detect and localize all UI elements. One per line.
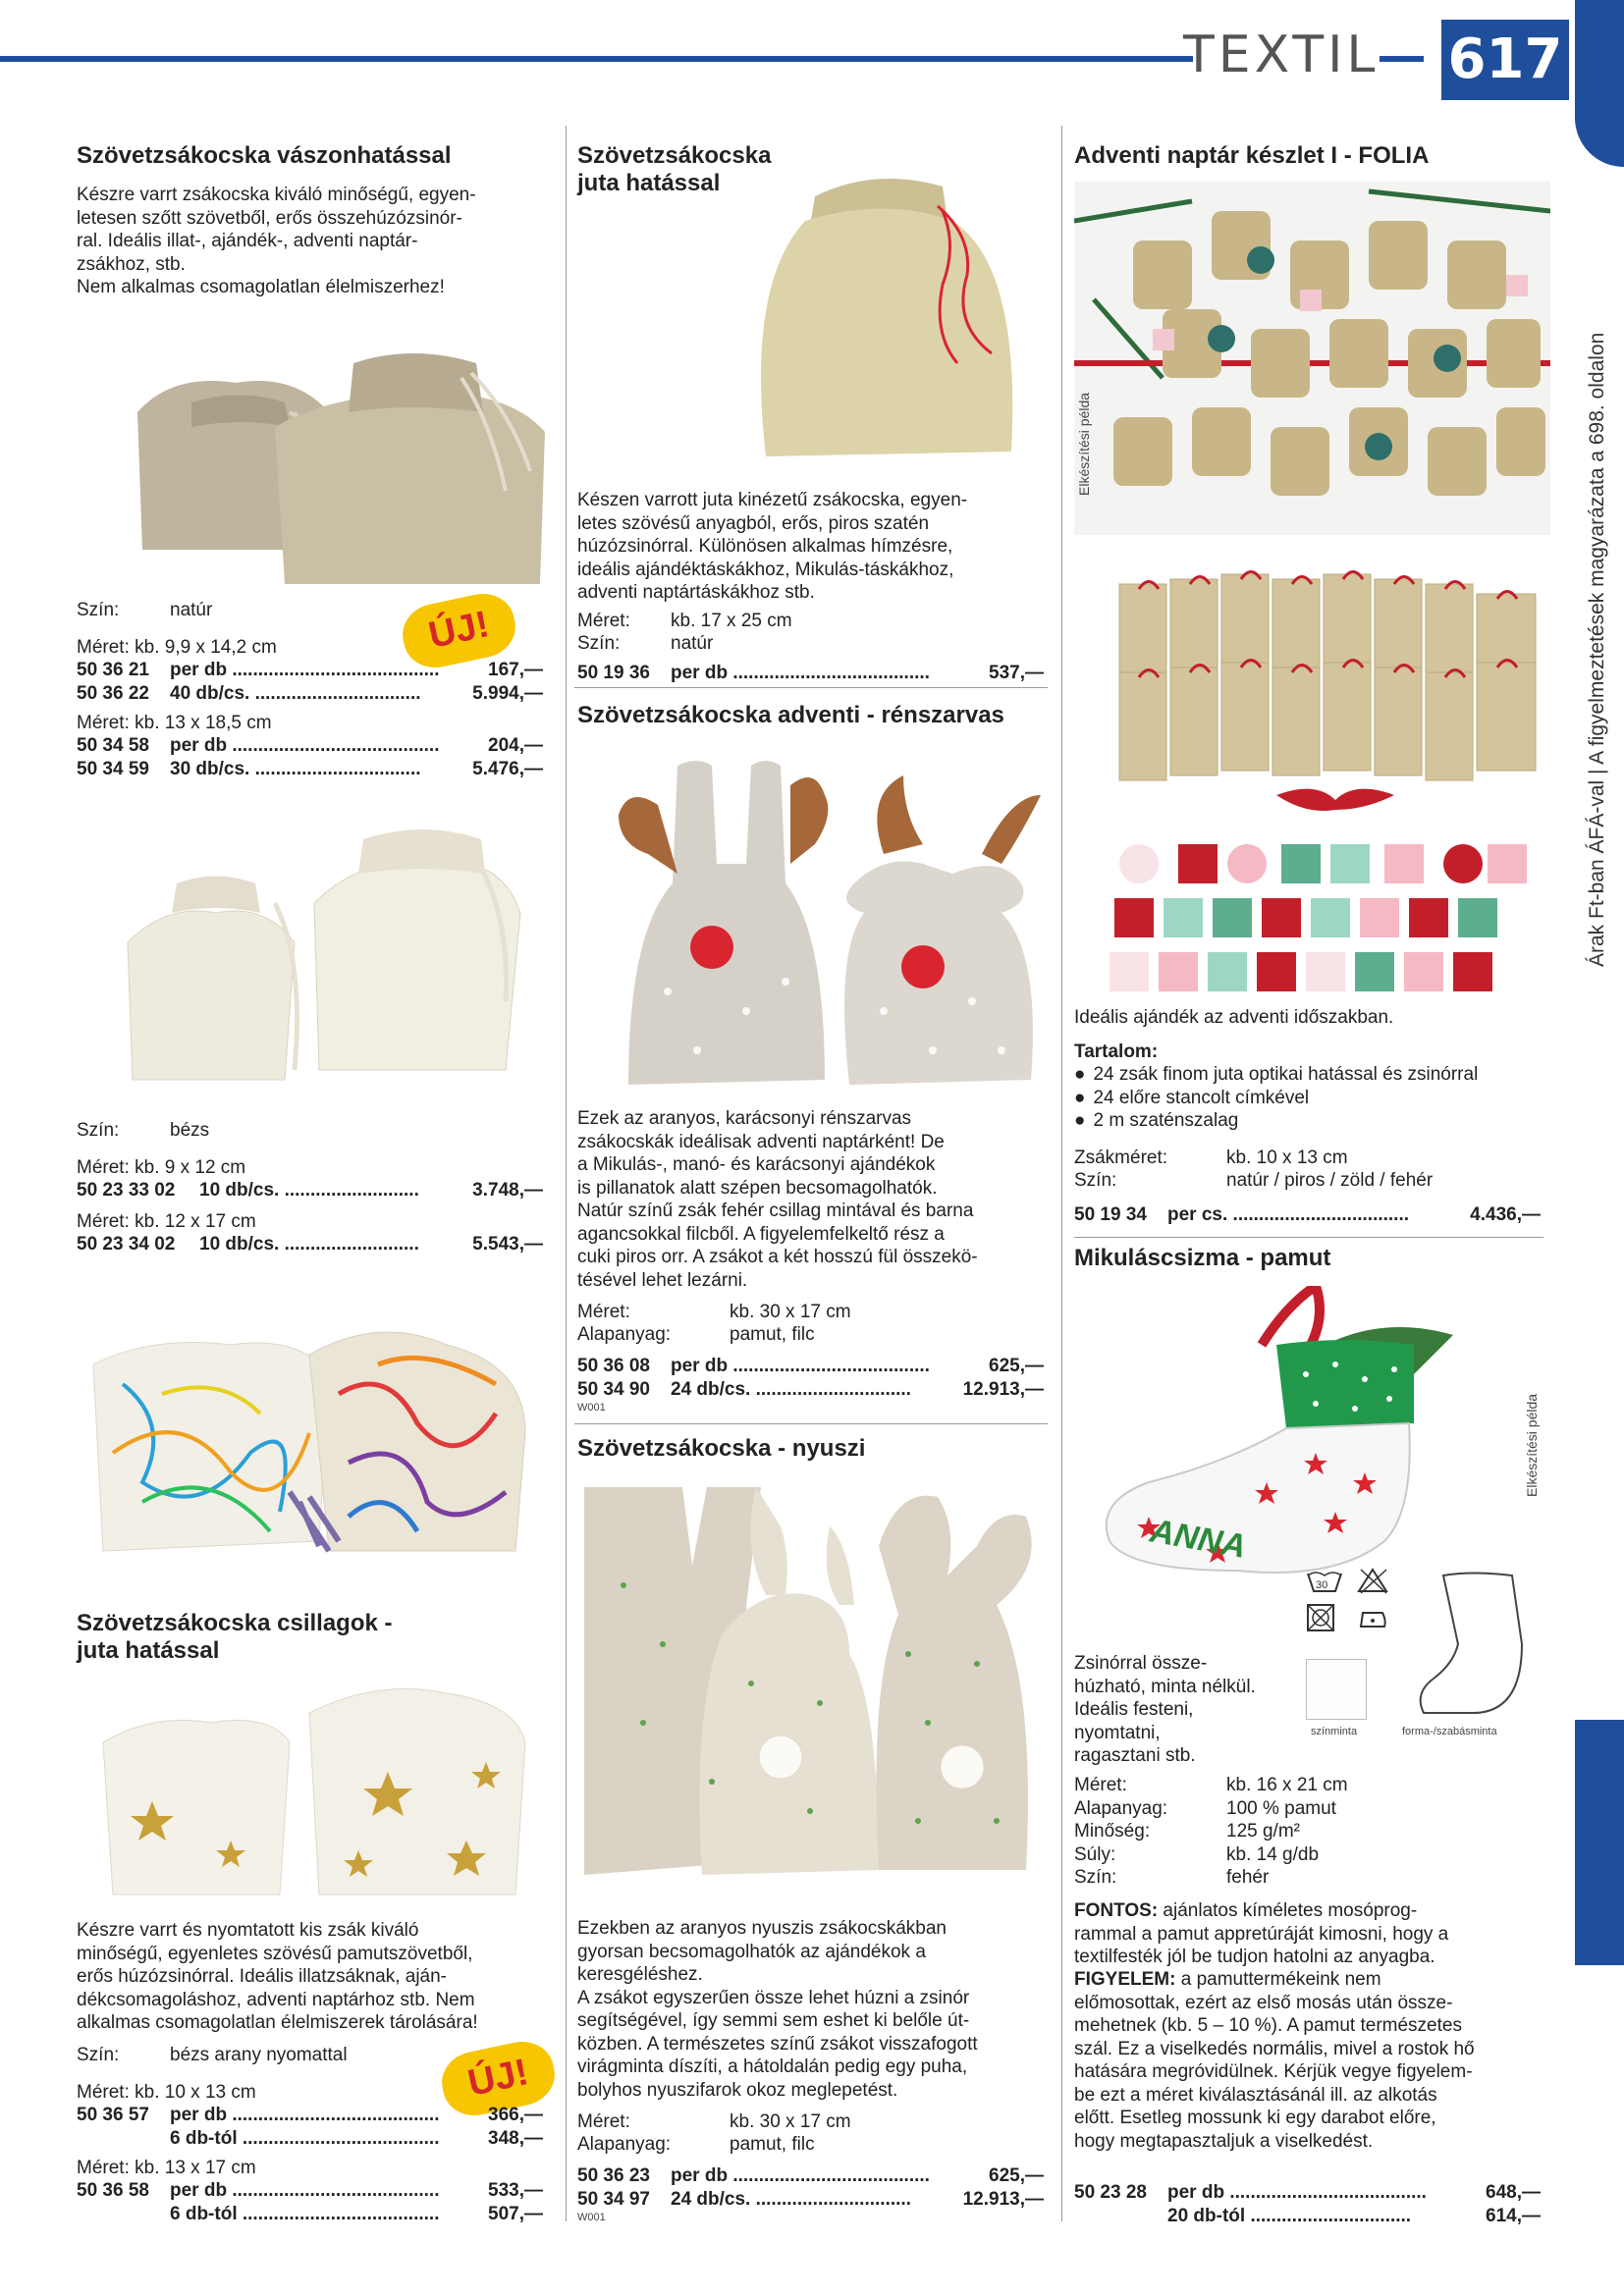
stocking-name: ANNA — [1147, 1512, 1249, 1566]
price-desc: 30 db/cs. ................................ — [170, 758, 421, 779]
spec-row — [1074, 1866, 1348, 1890]
product-code: 50 36 23 — [577, 2165, 650, 2186]
attention-label: FIGYELEM: — [1074, 1969, 1176, 1990]
color-swatch — [1306, 1659, 1367, 1720]
price-row — [77, 2179, 543, 2203]
size-line: Méret: kb. 13 x 17 cm — [77, 2158, 256, 2178]
product-code: 50 23 33 02 — [77, 1180, 176, 1201]
price-row — [77, 2127, 543, 2151]
price-block — [577, 662, 1044, 685]
price-row — [1074, 2181, 1541, 2205]
product-image-painted-bags — [83, 1306, 535, 1571]
column-divider — [566, 126, 567, 2221]
price-desc: 20 db-tól ............................... — [1167, 2205, 1412, 2226]
price: 537,— — [989, 663, 1044, 683]
price-desc: 24 db/cs. .............................. — [671, 1378, 911, 1400]
product-image-advent-bags-set — [1110, 564, 1542, 825]
product-code: 50 34 59 — [77, 758, 149, 779]
color-line — [1074, 1169, 1433, 1193]
price: 366,— — [488, 2105, 543, 2125]
price-block — [77, 1179, 543, 1202]
price-row — [77, 758, 543, 781]
side-note: Árak Ft-ban ÁFÁ-val | A figyelmeztetések magyarázata a 698. oldalon — [1586, 332, 1608, 967]
price-desc: per db ...................................... — [1167, 2182, 1427, 2203]
spec-label: Méret: — [1074, 1775, 1127, 1795]
price-desc: per db ........................................ — [170, 735, 440, 756]
spec-row — [1074, 1797, 1348, 1821]
price-block — [77, 2104, 543, 2150]
price-row — [77, 2203, 543, 2226]
price-desc: per db ........................................ — [170, 2105, 440, 2125]
price-desc: 6 db-tól ...................................... — [170, 2127, 440, 2149]
price-desc: 24 db/cs. .............................. — [671, 2188, 911, 2210]
header-rule-left — [0, 56, 1193, 62]
color-label: Szín: — [77, 1120, 120, 1141]
size-line: Méret: kb. 12 x 17 cm — [77, 1211, 256, 1232]
color-line — [77, 1119, 209, 1143]
contents-title: Tartalom: — [1074, 1041, 1159, 1062]
size-line: Méret: kb. 9,9 x 14,2 cm — [77, 637, 277, 658]
important-label: FONTOS: — [1074, 1900, 1159, 1921]
spec-label: Minőség: — [1074, 1821, 1151, 1842]
price: 3.748,— — [472, 1180, 543, 1201]
price-row — [1074, 1203, 1541, 1227]
product-image-reindeer-bags — [589, 756, 1051, 1090]
color-line — [77, 2044, 348, 2067]
price-desc: per db ........................................ — [170, 2180, 440, 2201]
price: 167,— — [488, 660, 543, 680]
color-value: natúr — [170, 600, 213, 620]
product-title: Szövetzsákocska vászonhatással — [77, 142, 452, 169]
product-description: Készen varrott juta kinézetű zsákocska, egyen- letes szövésű anyagból, erős, piros szatén húzózsinórral. Különösen alkalmas hímzésre, ideális ajándéktáskákhoz, Mikulás-táskákhoz, adventi naptártáskákhoz stb. — [577, 490, 968, 603]
product-code: 50 19 34 — [1074, 1204, 1147, 1225]
price-block — [77, 2179, 543, 2225]
product-code: 50 36 57 — [77, 2105, 149, 2125]
product-title: Szövetzsákocska - nyuszi — [577, 1435, 866, 1462]
price: 507,— — [488, 2203, 543, 2224]
bag-size-value: kb. 10 x 13 cm — [1226, 1148, 1348, 1168]
important-note — [1074, 1899, 1545, 1969]
column-divider — [1061, 126, 1062, 2221]
price-block — [77, 1233, 543, 1256]
size-line — [577, 2110, 851, 2134]
size-line: Méret: kb. 13 x 18,5 cm — [77, 713, 272, 733]
product-code — [1074, 2205, 1167, 2228]
price-desc: 10 db/cs. .......................... — [199, 1234, 419, 1255]
price: 348,— — [488, 2127, 543, 2149]
price: 12.913,— — [962, 2188, 1044, 2210]
color-value: bézs arany nyomattal — [170, 2045, 348, 2065]
spec-value: 125 g/m² — [1226, 1821, 1300, 1842]
attention-note — [1074, 1968, 1545, 2153]
price-row — [77, 682, 543, 706]
product-title: Adventi naptár készlet I - FOLIA — [1074, 142, 1430, 169]
price-row — [77, 1179, 543, 1202]
price-block — [77, 734, 543, 780]
color-label: Szín: — [77, 2045, 120, 2065]
size-label: Méret: — [577, 2111, 630, 2132]
swatch-label: színminta — [1311, 1726, 1358, 1737]
product-code: 50 36 21 — [77, 660, 149, 680]
price: 5.543,— — [472, 1234, 543, 1255]
product-description: Ideális ajándék az adventi időszakban. — [1074, 1007, 1394, 1028]
color-value: natúr — [671, 633, 714, 654]
product-code: 50 23 28 — [1074, 2182, 1147, 2203]
price-desc: per db ........................................ — [170, 660, 440, 680]
product-description: Ezekben az aranyos nyuszis zsákocskákban gyorsan becsomagolhatók az ajándékok a keresgéléshez. A zsákot egyszerűen össze lehet húzni a zsinór segítségével, így semmi sem eshet ki belőle út- közben. A természetes színű zsákot visszafogott virágminta díszíti, a hátoldalán pedig egy puha, bolyhos nyuszifarok okoz meglepetést. — [577, 1918, 978, 2101]
price-desc: 40 db/cs. ................................ — [170, 682, 421, 704]
size-label: Méret: — [577, 611, 630, 631]
price-block — [1074, 2181, 1541, 2227]
price-desc: 6 db-tól ...................................... — [170, 2203, 440, 2224]
warning-code: W001 — [577, 1402, 606, 1414]
price-desc: per cs. .................................. — [1167, 1204, 1410, 1225]
care-symbols-2 — [1355, 1566, 1394, 1634]
contents-item: ● 24 előre stancolt címkével — [1074, 1087, 1545, 1110]
bag-size-line — [1074, 1147, 1348, 1170]
spec-list — [1074, 1774, 1348, 1890]
price-desc: 10 db/cs. .......................... — [199, 1180, 419, 1201]
product-description: Készre varrt és nyomtatott kis zsák kiváló minőségű, egyenletes szövésű pamutszövetből, erős húzózsinórral. Ideális illatzsáknak, aján- dékcsomagoláshoz, adventi naptárhoz stb. Nem alkalmas csomagolatlan élelmiszerek tárolására! — [77, 1920, 478, 2033]
spec-row — [1074, 1820, 1348, 1843]
attention-text: a pamuttermékeink nem előmosottak, ezért az első mosás után össze- mehetnek (kb. 5 – 10 %). A pamut természetes szál. Ez a viselkedés normális, mivel a rostok hő hatására megróvidülnek. Kérjük vegye figyelem- be ezt a méret kiválasztásánál ill. az alkotás előtt. Esetleg mossunk ki egy darabot előre, hogy megtapasztaljuk a viselkedést. — [1074, 1969, 1475, 2152]
price: 204,— — [488, 735, 543, 756]
spec-label: Alapanyag: — [1074, 1797, 1168, 1819]
price-block — [577, 2164, 1044, 2211]
material-line — [577, 1323, 815, 1347]
color-line — [577, 632, 713, 656]
material-label: Alapanyag: — [577, 1324, 672, 1345]
price-row — [77, 2104, 543, 2127]
product-title: Szövetzsákocska csillagok - juta hatással — [77, 1610, 393, 1664]
product-code: 50 36 08 — [577, 1356, 650, 1376]
product-image-bunny-bags — [584, 1487, 1046, 1899]
product-code: 50 36 58 — [77, 2180, 149, 2201]
size-line — [577, 1301, 851, 1324]
color-value: natúr / piros / zöld / fehér — [1226, 1170, 1434, 1191]
product-title: Szövetzsákocska juta hatással — [577, 142, 772, 196]
size-value: kb. 17 x 25 cm — [671, 611, 792, 631]
price-row — [577, 2188, 1044, 2212]
price-row — [1074, 2205, 1541, 2228]
price-block — [577, 1355, 1044, 1401]
product-image-star-bags — [93, 1674, 535, 1899]
product-title: Szövetzsákocska adventi - rénszarvas — [577, 702, 1004, 728]
wash-temp: 30 — [1316, 1579, 1328, 1591]
material-value: pamut, filc — [730, 1324, 815, 1345]
price: 12.913,— — [962, 1378, 1044, 1400]
size-line: Méret: kb. 10 x 13 cm — [77, 2082, 256, 2103]
price-row — [77, 659, 543, 682]
price-row — [77, 1233, 543, 1256]
section-divider — [574, 1423, 1048, 1424]
price-row — [577, 662, 1044, 685]
material-label: Alapanyag: — [577, 2134, 672, 2155]
template-label: forma-/szabásminta — [1402, 1726, 1497, 1737]
edge-tab-top — [1575, 0, 1624, 167]
spec-label: Szín: — [1074, 1867, 1117, 1888]
product-image-beige-bags — [108, 815, 530, 1109]
product-image-jute-bag — [746, 128, 1051, 461]
product-code: 50 34 58 — [77, 735, 149, 756]
price: 614,— — [1486, 2205, 1541, 2226]
header-rule-right — [1380, 56, 1424, 62]
price-row — [577, 1378, 1044, 1402]
new-badge: ÚJ! — [436, 2036, 560, 2121]
price-row — [577, 2164, 1044, 2188]
section-divider — [1074, 1237, 1543, 1238]
price: 625,— — [989, 2165, 1044, 2186]
product-image-advent-tags — [1100, 839, 1532, 996]
price-block — [1074, 1203, 1541, 1227]
material-value: pamut, filc — [730, 2134, 815, 2155]
product-description: Ezek az aranyos, karácsonyi rénszarvas zsákocskák ideálisak adventi naptárként! De a Mikulás-, manó- és karácsonyi ajándékok is pillanatok alatt szépen becsomagolhatók. Natúr színű zsák fehér csillag mintával és barna agancsokkal filcből. A figyelemfelkeltő rész a cuki piros orr. A zsákot a két hosszú fül összekö- tésével lehet lezárni. — [577, 1108, 978, 1291]
size-line — [577, 610, 792, 633]
sample-label: Elkészítési példa — [1076, 392, 1092, 496]
spec-row — [1074, 1774, 1348, 1797]
price: 625,— — [989, 1356, 1044, 1376]
price-desc: per db ...................................... — [671, 1356, 930, 1376]
product-description: Készre varrt zsákocska kiváló minőségű, egyen- letesen szőtt szövetből, erős összehúzózsinór- ral. Ideális illat-, ajándék-, adventi naptár- zsákhoz, stb. Nem alkalmas csomagolatlan élelmiszerhez! — [77, 185, 476, 297]
size-label: Méret: — [577, 1302, 630, 1322]
product-image-linen-bags — [98, 334, 550, 589]
sample-label: Elkészítési példa — [1524, 1393, 1540, 1497]
section-title: TEXTIL — [1183, 26, 1380, 84]
size-line: Méret: kb. 9 x 12 cm — [77, 1157, 246, 1178]
price: 4.436,— — [1470, 1204, 1541, 1225]
color-label: Szín: — [77, 600, 120, 620]
price-block — [77, 659, 543, 705]
color-label: Szín: — [577, 633, 621, 654]
product-code — [77, 2127, 170, 2151]
spec-value: fehér — [1226, 1867, 1270, 1888]
color-value: bézs — [170, 1120, 210, 1141]
new-badge: ÚJ! — [397, 588, 520, 673]
product-code: 50 34 97 — [577, 2188, 650, 2210]
price-desc: per db ...................................... — [671, 663, 930, 683]
edge-tab-mid — [1575, 1720, 1624, 1965]
price: 5.994,— — [472, 682, 543, 704]
color-label: Szín: — [1074, 1170, 1117, 1191]
spec-value: 100 % pamut — [1226, 1797, 1336, 1819]
contents-item: ● 24 zsák finom juta optikai hatással és zsinórral — [1074, 1063, 1545, 1087]
spec-value: kb. 14 g/db — [1226, 1843, 1320, 1865]
warning-code: W001 — [577, 2212, 606, 2223]
price: 648,— — [1486, 2182, 1541, 2203]
spec-row — [1074, 1843, 1348, 1867]
price: 5.476,— — [472, 758, 543, 779]
stocking-template — [1414, 1566, 1561, 1723]
product-code: 50 36 22 — [77, 682, 149, 704]
price: 533,— — [488, 2180, 543, 2201]
price-row — [577, 1355, 1044, 1378]
important-text: ajánlatos kíméletes mosóprog- rammal a pamut appretúráját kimosni, hogy a textilfesték jól be tudjon hatolni az anyagba. — [1074, 1900, 1449, 1967]
spec-value: kb. 16 x 21 cm — [1226, 1775, 1348, 1795]
bag-size-label: Zsákméret: — [1074, 1148, 1168, 1168]
product-title: Mikuláscsizma - pamut — [1074, 1245, 1331, 1271]
price-desc: per db ...................................... — [671, 2165, 930, 2186]
spec-label: Súly: — [1074, 1843, 1116, 1865]
product-code — [77, 2203, 170, 2226]
size-value: kb. 30 x 17 cm — [730, 1302, 851, 1322]
price-row — [77, 734, 543, 758]
material-line — [577, 2133, 815, 2157]
product-description: Zsinórral össze- húzható, minta nélkül. Ideális festeni, nyomtatni, ragasztani stb. — [1074, 1653, 1256, 1766]
size-value: kb. 30 x 17 cm — [730, 2111, 851, 2132]
color-line — [77, 599, 212, 622]
contents-list — [1074, 1063, 1545, 1133]
section-divider — [574, 687, 1048, 688]
product-image-stocking — [1090, 1286, 1502, 1580]
page-number: 617 — [1441, 20, 1569, 100]
product-code: 50 19 36 — [577, 663, 650, 683]
contents-item: ● 2 m szaténszalag — [1074, 1109, 1545, 1133]
product-image-advent-hanging — [1074, 182, 1550, 535]
product-code: 50 23 34 02 — [77, 1234, 176, 1255]
product-code: 50 34 90 — [577, 1378, 650, 1400]
